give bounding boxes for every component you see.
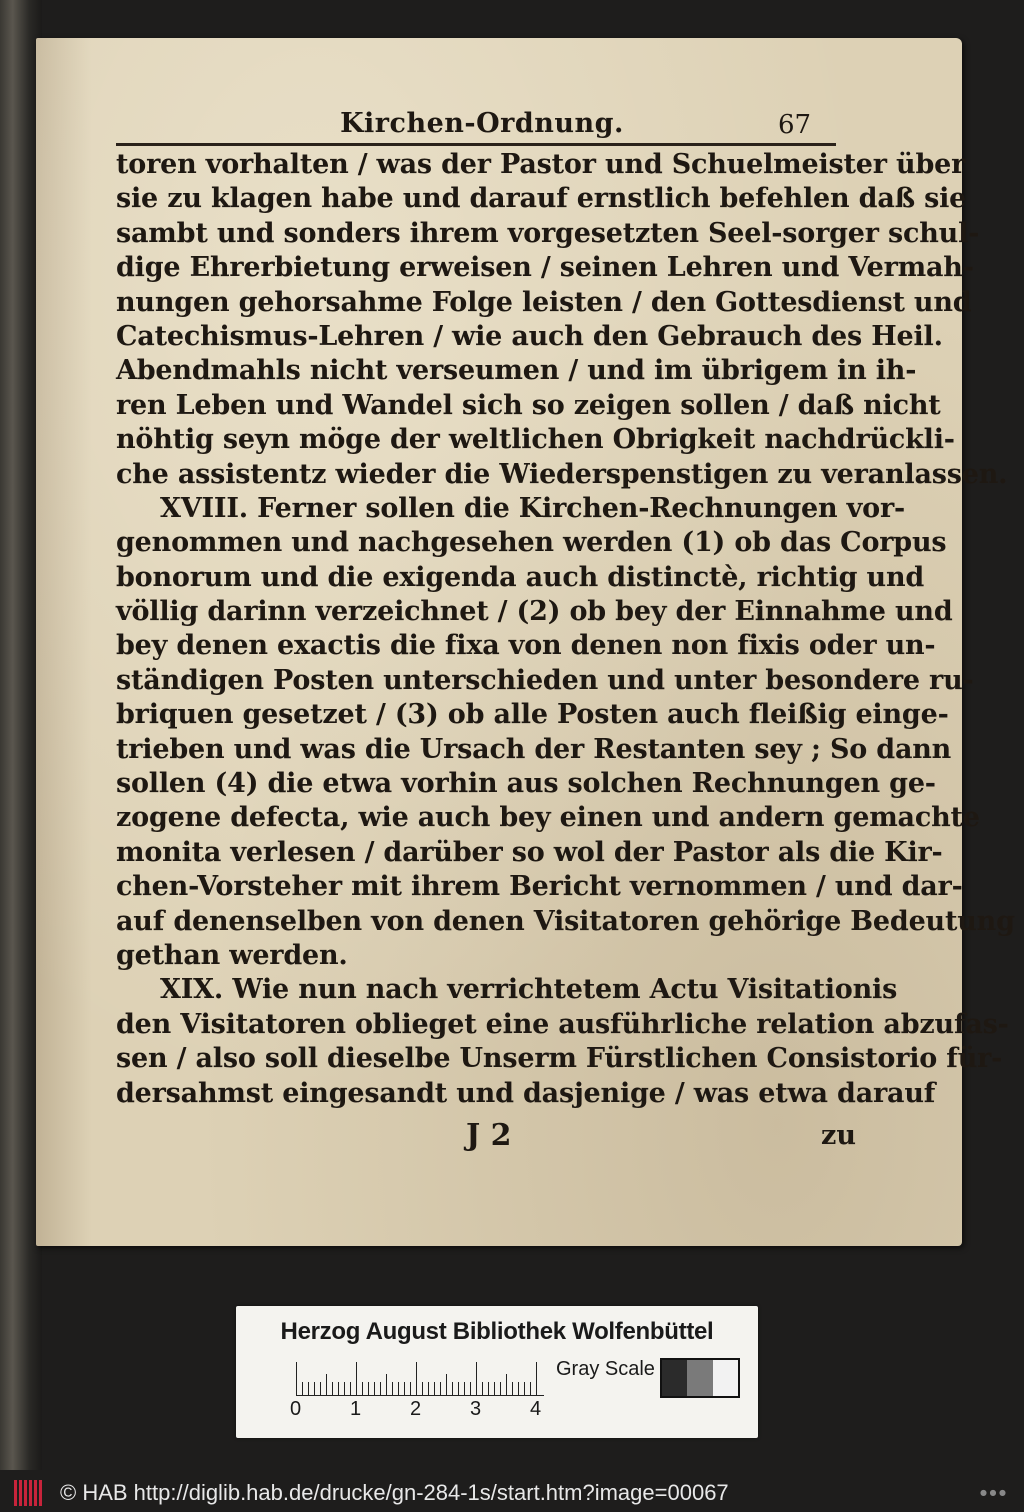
ruler-tick — [500, 1382, 501, 1396]
ruler-tick — [314, 1382, 315, 1396]
ruler-tick — [362, 1382, 363, 1396]
running-head-title: Kirchen-Ordnung. — [340, 108, 624, 139]
text-line: Abendmahls nicht verseumen / und im übrigem in ih- — [116, 355, 917, 387]
text-line: den Visitatoren oblieget eine ausführliche relation abzufas- — [116, 1008, 1009, 1040]
ruler-tick — [416, 1362, 417, 1396]
text-line: sen / also soll dieselbe Unserm Fürstlichen Consistorio für- — [116, 1043, 1003, 1075]
body-text — [116, 148, 1015, 1111]
logo-bar — [14, 1480, 17, 1506]
gray-scale-label: Gray Scale — [556, 1358, 655, 1380]
text-line: bonorum und die exigenda auch distinctè, richtig und — [116, 561, 925, 593]
ruler-tick — [296, 1362, 297, 1396]
text-line: nöhtig seyn möge der weltlichen Obrigkeit nachdrückli- — [116, 424, 955, 456]
ruler-tick — [446, 1374, 447, 1396]
logo-bar — [34, 1480, 37, 1506]
text-line: briquen gesetzet / (3) ob alle Posten auch fleißig einge- — [116, 699, 949, 731]
text-line: XVIII. Ferner sollen die Kirchen-Rechnungen vor- — [160, 492, 905, 524]
text-line: bey denen exactis die fixa von denen non fixis oder un- — [116, 630, 936, 662]
ruler-tick — [302, 1382, 303, 1396]
ruler-tick — [524, 1382, 525, 1396]
ruler-tick — [350, 1382, 351, 1396]
gray-swatch — [713, 1360, 738, 1396]
logo-bar — [29, 1480, 32, 1506]
signature-mark: J 2 — [466, 1118, 512, 1153]
text-line: ständigen Posten unterschieden und unter besondere ru- — [116, 664, 974, 696]
ruler-tick — [476, 1362, 477, 1396]
text-line: völlig darinn verzeichnet / (2) ob bey der Einnahme und — [116, 596, 953, 628]
text-line: dersahmst eingesandt und dasjenige / was etwa darauf — [116, 1077, 936, 1109]
ruler-number: 2 — [410, 1398, 422, 1420]
hab-logo-icon — [14, 1480, 44, 1506]
text-line: XIX. Wie nun nach verrichtetem Actu Visitationis — [160, 974, 898, 1006]
ruler-tick — [374, 1382, 375, 1396]
text-line: auf denenselben von denen Visitatoren gehörige Bedeutung — [116, 905, 1015, 937]
ruler-tick — [536, 1362, 537, 1396]
ruler-number: 3 — [470, 1398, 482, 1420]
ruler-tick — [512, 1382, 513, 1396]
gray-swatch — [687, 1360, 712, 1396]
ruler-tick — [470, 1382, 471, 1396]
library-color-card — [236, 1306, 758, 1438]
dots-icon: ● ● ● — [980, 1488, 1007, 1497]
ruler-tick — [338, 1382, 339, 1396]
ruler-tick — [428, 1382, 429, 1396]
logo-bar — [19, 1480, 22, 1506]
text-line: Catechismus-Lehren / wie auch den Gebrauch des Heil. — [116, 320, 943, 352]
ruler-tick — [452, 1382, 453, 1396]
ruler-tick — [404, 1382, 405, 1396]
ruler-tick — [464, 1382, 465, 1396]
catchword: zu — [821, 1120, 856, 1151]
ruler-tick — [458, 1382, 459, 1396]
running-head — [36, 108, 962, 148]
ruler-tick — [356, 1362, 357, 1396]
text-line: nungen gehorsahme Folge leisten / den Gottesdienst und — [116, 286, 972, 318]
logo-bar — [39, 1480, 42, 1506]
gray-swatch — [662, 1360, 687, 1396]
ruler-tick — [410, 1382, 411, 1396]
page-number: 67 — [778, 110, 812, 140]
text-line: genommen und nachgesehen werden (1) ob das Corpus — [116, 527, 947, 559]
text-line: che assistentz wieder die Wiederspenstigen zu veranlassen. — [116, 458, 1008, 490]
ruler-tick — [344, 1382, 345, 1396]
page-footer-line — [116, 1118, 856, 1158]
ruler-tick — [380, 1382, 381, 1396]
ruler-tick — [320, 1382, 321, 1396]
text-line: trieben und was die Ursach der Restanten sey ; So dann — [116, 733, 952, 765]
ruler-tick — [488, 1382, 489, 1396]
text-line: chen-Vorsteher mit ihrem Bericht vernommen / und dar- — [116, 871, 963, 903]
ruler-tick — [506, 1374, 507, 1396]
ruler-tick — [482, 1382, 483, 1396]
library-name: Herzog August Bibliothek Wolfenbüttel — [280, 1318, 714, 1345]
text-line: dige Ehrerbietung erweisen / seinen Lehren und Vermah- — [116, 252, 974, 284]
text-line: sollen (4) die etwa vorhin aus solchen Rechnungen ge- — [116, 768, 936, 800]
text-line: monita verlesen / darüber so wol der Pastor als die Kir- — [116, 836, 943, 868]
ruler-tick — [368, 1382, 369, 1396]
ruler-tick — [440, 1382, 441, 1396]
text-line: sie zu klagen habe und darauf ernstlich befehlen daß sie — [116, 183, 967, 215]
footer-bar — [0, 1474, 1024, 1512]
ruler-number: 1 — [350, 1398, 362, 1420]
copyright-url: © HAB http://diglib.hab.de/drucke/gn-284-1s/start.htm?image=00067 — [60, 1480, 729, 1505]
text-line: zogene defecta, wie auch bey einen und andern gemachte — [116, 802, 980, 834]
ruler-number: 4 — [530, 1398, 542, 1420]
ruler-tick — [530, 1382, 531, 1396]
ruler-number: 0 — [290, 1398, 302, 1420]
scale-ruler — [296, 1360, 544, 1396]
scanned-page — [36, 38, 1015, 1246]
text-line: sambt und sonders ihrem vorgesetzten Seel-sorger schul- — [116, 217, 980, 249]
ruler-tick — [518, 1382, 519, 1396]
ruler-labels — [290, 1398, 590, 1424]
header-rule — [116, 143, 836, 146]
ruler-tick — [326, 1374, 327, 1396]
ruler-tick — [434, 1382, 435, 1396]
text-line: gethan werden. — [116, 939, 348, 971]
text-line: ren Leben und Wandel sich so zeigen sollen / daß nicht — [116, 389, 941, 421]
ruler-tick — [392, 1382, 393, 1396]
text-line: toren vorhalten / was der Pastor und Schuelmeister über — [116, 149, 966, 180]
ruler-tick — [398, 1382, 399, 1396]
ruler-tick — [332, 1382, 333, 1396]
ruler-tick — [308, 1382, 309, 1396]
ruler-tick — [494, 1382, 495, 1396]
logo-bar — [24, 1480, 27, 1506]
ruler-tick — [422, 1382, 423, 1396]
ruler-tick — [386, 1374, 387, 1396]
gray-scale-swatches — [660, 1358, 740, 1398]
